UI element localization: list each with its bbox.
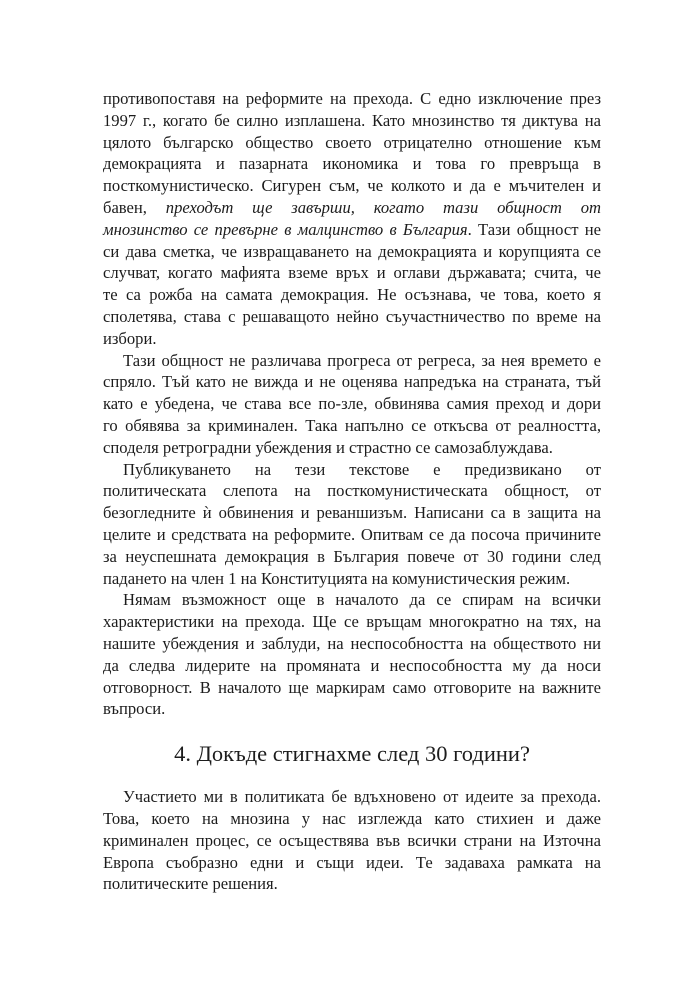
text-line: Тази общност не различава прогреса от регреса, за нея времето е <box>123 350 601 370</box>
italic-text-run: мнозинство се превърне в малцинство в България <box>103 219 468 239</box>
text-line: случват, когато мафията вземе връх и оглави държавата; счита, че <box>103 263 601 283</box>
text-line: Европа съобразно едни и същи идеи. Те задаваха рамката на <box>103 852 601 872</box>
text-line: го обявява за криминален. Така напълно се откъсва от реалността, <box>103 415 601 435</box>
paragraph-4 <box>103 589 601 720</box>
paragraph-1 <box>103 88 601 350</box>
paragraph-2 <box>103 350 601 459</box>
text-run: . Тази общност не <box>467 219 601 239</box>
text-line: демокрацията и пазарната икономика и това го превръща в <box>103 154 601 174</box>
text-line: посткомунистическо. Сигурен съм, че колкото и да е мъчителен и <box>103 176 601 196</box>
text-line: Нямам възможност още в началото да се спирам на всички <box>123 590 601 610</box>
text-line: си дава сметка, че извращаването на демокрацията и корупцията се <box>103 241 601 261</box>
text-line: политическите решения. <box>103 874 278 894</box>
text-line: като е убедена, че става все по-зле, обвинява самия преход и дори <box>103 394 601 414</box>
text-line: Това, което на мнозина у нас изглежда като стихиен и даже <box>103 808 601 828</box>
text-line: сполетява, става с решаващото нейно съучастничество по време на <box>103 306 601 326</box>
text-line: споделя ретроградни убеждения и страстно се самозаблуждава. <box>103 437 553 457</box>
text-line: Участието ми в политиката бе вдъхновено от идеите за прехода. <box>123 787 601 807</box>
text-line: избори. <box>103 328 157 348</box>
italic-text-run: преходът ще завърши, когато тази общност от <box>165 197 601 217</box>
text-line: да следва лидерите на промяната и неспособността му да носи <box>103 655 601 675</box>
text-line: Публикуването на тези текстове е предизвикано от <box>123 459 601 479</box>
text-line: те са рожба на самата демокрация. Не осъзнава, че това, което я <box>103 285 601 305</box>
text-line: спряло. Тъй като не вижда и не оценява напредъка на страната, тъй <box>103 372 601 392</box>
text-line: цялото българско общество своето отрицателно отношение към <box>103 132 601 152</box>
text-line: криминален процес, се осъществява във всички страни на Източна <box>103 830 601 850</box>
text-line: за неуспешната демокрация в България повече от 30 години след <box>103 546 601 566</box>
text-line: целите и средствата на реформите. Опитвам се да посоча причините <box>103 524 601 544</box>
text-line: политическата слепота на посткомунистическата общност, от <box>103 481 601 501</box>
text-line <box>103 219 601 241</box>
paragraph-5 <box>103 786 601 895</box>
text-line: падането на член 1 на Конституцията на комунистическия режим. <box>103 568 571 588</box>
text-line: въпроси. <box>103 699 166 719</box>
text-line: противопоставя на реформите на прехода. С едно изключение през <box>103 89 601 108</box>
text-line: 1997 г., когато бе силно изплашена. Като мнозинство тя диктува на <box>103 110 601 130</box>
document-page <box>103 88 601 895</box>
paragraph-3 <box>103 459 601 590</box>
text-run: бавен, <box>103 197 166 217</box>
text-line: отговорност. В началото ще маркирам само отговорите на важните <box>103 677 601 697</box>
text-line: безогледните ѝ обвинения и реваншизъм. Написани са в защита на <box>103 503 601 523</box>
text-line <box>103 197 601 219</box>
section-heading: 4. Докъде стигнахме след 30 години? <box>174 741 530 767</box>
text-line: нашите убеждения и заблуди, на неспособността на обществото ни <box>103 633 601 653</box>
text-line: характеристики на прехода. Ще се връщам многократно на тях, на <box>103 612 601 632</box>
